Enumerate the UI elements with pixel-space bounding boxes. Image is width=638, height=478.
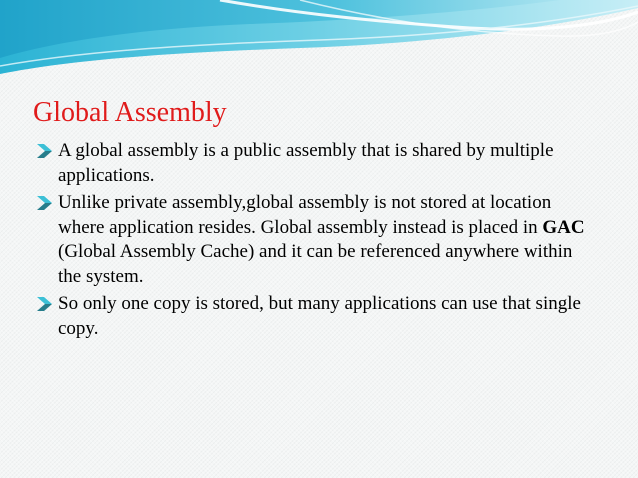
bullet-item <box>36 191 596 289</box>
bullet-text-before: Unlike private assembly,global assembly is not stored at location where application resides. Global assembly instead is placed in <box>58 192 552 238</box>
header-wave-banner <box>0 0 638 80</box>
arrow-bullet-icon <box>36 195 54 211</box>
bullet-text-after: (Global Assembly Cache) and it can be referenced anywhere within the system. <box>58 241 573 287</box>
bullet-text: A global assembly is a public assembly that is shared by multiple applications. <box>58 140 554 186</box>
arrow-bullet-icon <box>36 143 54 159</box>
slide-title: Global Assembly <box>33 97 227 128</box>
bullet-item <box>36 139 596 188</box>
bullet-list <box>36 139 596 344</box>
arrow-bullet-icon <box>36 296 54 312</box>
gac-term: GAC <box>542 216 585 238</box>
bullet-item <box>36 292 596 341</box>
bullet-text: So only one copy is stored, but many applications can use that single copy. <box>58 293 581 339</box>
